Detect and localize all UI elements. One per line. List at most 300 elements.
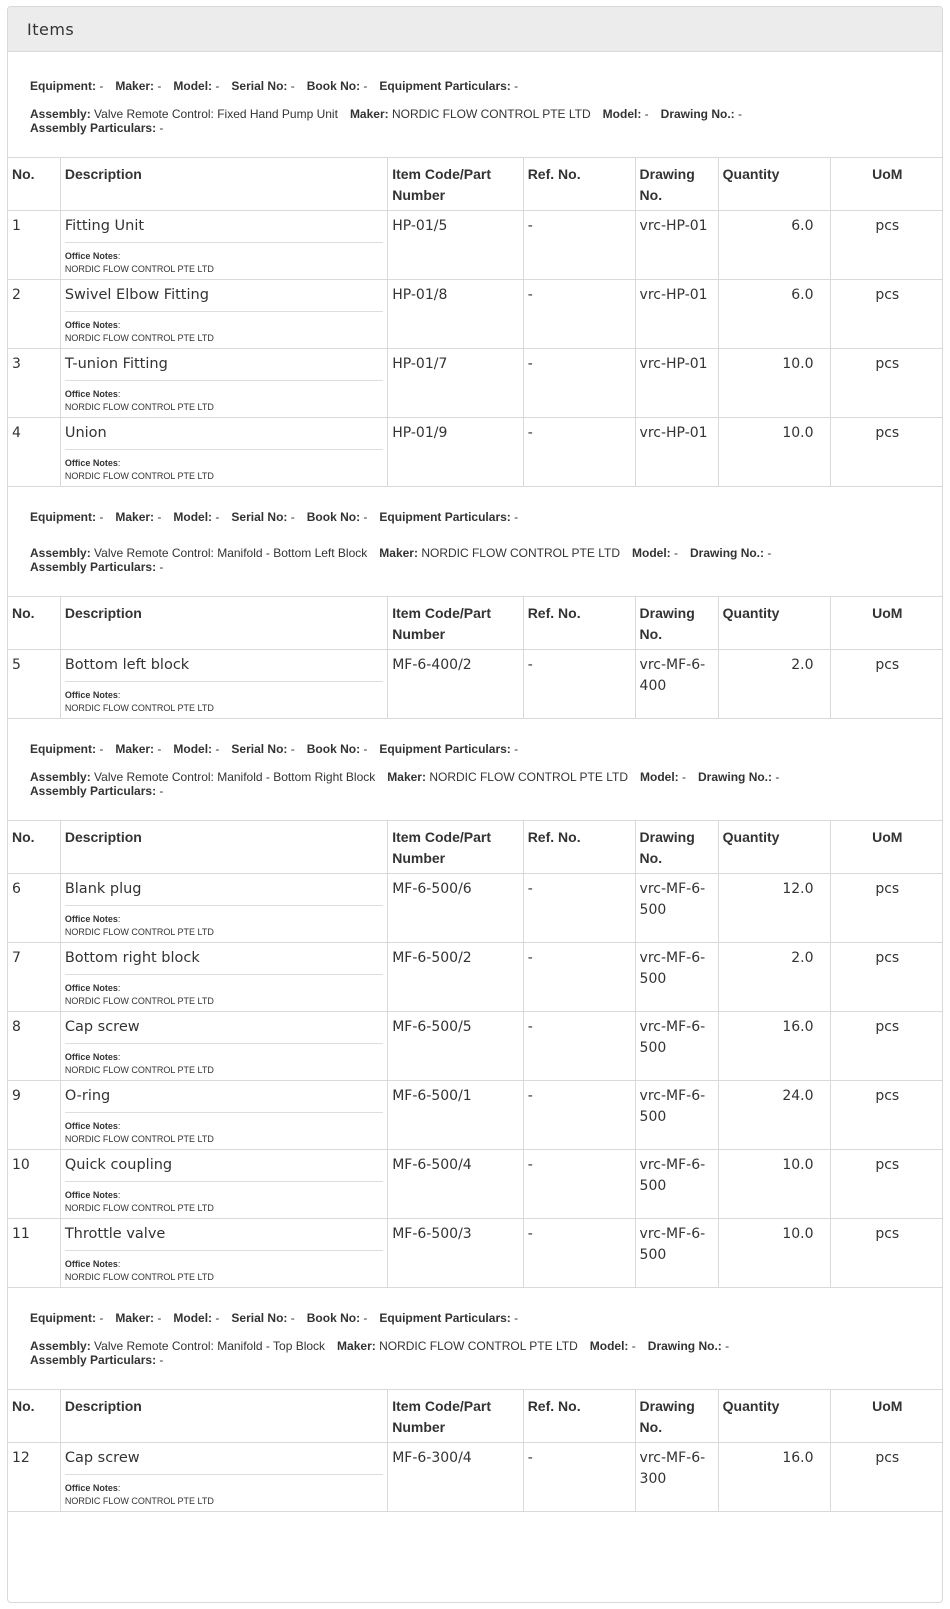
item-uom: pcs	[830, 1219, 943, 1288]
assembly-maker-field	[350, 107, 591, 121]
office-notes-label-line: Office Notes:	[64, 914, 121, 924]
item-description: T-union Fitting	[65, 354, 383, 381]
equipment-model-field-value: -	[215, 1311, 220, 1325]
office-notes-label: Office Notes	[64, 1190, 118, 1200]
assembly-maker-field-value: NORDIC FLOW CONTROL PTE LTD	[429, 770, 628, 784]
item-uom: pcs	[830, 1081, 943, 1150]
assembly-field	[30, 107, 338, 121]
column-header: Drawing No.	[635, 821, 718, 874]
book-no-field	[307, 510, 368, 524]
equipment-model-field	[173, 510, 219, 524]
assembly-field-value: Valve Remote Control: Manifold - Top Block	[94, 1339, 326, 1353]
office-notes-label: Office Notes	[64, 1121, 118, 1131]
column-header: Drawing No.	[635, 158, 718, 211]
assembly-model-field-value: -	[644, 107, 649, 121]
assembly-maker-field	[387, 770, 628, 784]
assembly-drawing-no-field-value: -	[767, 546, 772, 560]
item-quantity: 2.0	[718, 650, 830, 719]
assembly-particulars-field	[30, 560, 163, 574]
equipment-particulars-field-value: -	[514, 79, 519, 93]
table-row	[8, 349, 943, 418]
serial-no-field-label: Serial No:	[231, 79, 288, 93]
serial-no-field-value: -	[290, 510, 295, 524]
item-no: 4	[8, 418, 60, 487]
item-quantity: 10.0	[718, 1150, 830, 1219]
item-no: 5	[8, 650, 60, 719]
office-notes-label-line: Office Notes:	[64, 251, 121, 261]
assembly-field-value: Valve Remote Control: Manifold - Bottom Right Block	[94, 770, 376, 784]
column-header: UoM	[830, 158, 943, 211]
equipment-line	[30, 1311, 920, 1325]
group-info	[8, 487, 942, 596]
assembly-maker-field-value: NORDIC FLOW CONTROL PTE LTD	[421, 546, 620, 560]
equipment-model-field-label: Model:	[173, 79, 213, 93]
equipment-field	[30, 1311, 103, 1325]
item-code: MF-6-500/6	[388, 874, 523, 943]
office-notes-label-line: Office Notes:	[64, 458, 121, 468]
office-notes-value: NORDIC FLOW CONTROL PTE LTD	[64, 333, 214, 343]
item-drawing-no: vrc-MF-6-500	[635, 1012, 718, 1081]
office-notes	[65, 682, 383, 715]
assembly-particulars-line	[30, 121, 920, 135]
assembly-particulars-field-label: Assembly Particulars:	[30, 560, 157, 574]
item-drawing-no: vrc-HP-01	[635, 280, 718, 349]
assembly-model-field-label: Model:	[632, 546, 671, 560]
assembly-line	[30, 1339, 920, 1353]
office-notes-value: NORDIC FLOW CONTROL PTE LTD	[64, 1496, 214, 1506]
equipment-particulars-field	[379, 742, 518, 756]
item-ref-no: -	[523, 1150, 635, 1219]
equipment-particulars-field-label: Equipment Particulars:	[379, 510, 511, 524]
item-description-cell	[60, 1012, 387, 1081]
equipment-maker-field	[115, 1311, 161, 1325]
book-no-field-value: -	[363, 1311, 368, 1325]
assembly-particulars-line	[30, 560, 920, 574]
item-quantity: 6.0	[718, 280, 830, 349]
item-description-cell	[60, 349, 387, 418]
item-uom: pcs	[830, 1150, 943, 1219]
item-ref-no: -	[523, 349, 635, 418]
equipment-field	[30, 79, 103, 93]
assembly-model-field	[632, 546, 678, 560]
assembly-drawing-no-field-label: Drawing No.:	[690, 546, 765, 560]
office-notes-label-line: Office Notes:	[64, 1121, 121, 1131]
assembly-maker-field-label: Maker:	[379, 546, 418, 560]
assembly-maker-field-value: NORDIC FLOW CONTROL PTE LTD	[379, 1339, 578, 1353]
assembly-drawing-no-field	[648, 1339, 729, 1353]
book-no-field-value: -	[363, 510, 368, 524]
equipment-maker-field-value: -	[157, 79, 162, 93]
item-no: 8	[8, 1012, 60, 1081]
assembly-maker-field-label: Maker:	[387, 770, 426, 784]
equipment-field-value: -	[99, 1311, 104, 1325]
assembly-line	[30, 107, 920, 121]
assembly-particulars-field-value: -	[159, 121, 164, 135]
book-no-field-label: Book No:	[306, 79, 361, 93]
item-code: MF-6-500/1	[388, 1081, 523, 1150]
equipment-maker-field-label: Maker:	[115, 742, 155, 756]
office-notes	[65, 1475, 383, 1508]
column-header: Drawing No.	[635, 597, 718, 650]
column-header: Item Code/Part Number	[388, 597, 523, 650]
equipment-particulars-field-value: -	[514, 510, 519, 524]
book-no-field	[307, 79, 368, 93]
office-notes-label: Office Notes	[64, 1259, 118, 1269]
office-notes-label: Office Notes	[64, 914, 118, 924]
equipment-line	[30, 742, 920, 756]
item-description-cell	[60, 211, 387, 280]
column-header: Description	[60, 1390, 387, 1443]
item-description: Cap screw	[65, 1017, 383, 1044]
item-no: 11	[8, 1219, 60, 1288]
equipment-field	[30, 510, 103, 524]
equipment-particulars-field-label: Equipment Particulars:	[379, 742, 511, 756]
office-notes-label: Office Notes	[64, 690, 118, 700]
item-ref-no: -	[523, 418, 635, 487]
equipment-maker-field	[115, 79, 161, 93]
serial-no-field	[231, 1311, 294, 1325]
serial-no-field-label: Serial No:	[231, 1311, 288, 1325]
item-quantity: 16.0	[718, 1012, 830, 1081]
item-no: 7	[8, 943, 60, 1012]
item-drawing-no: vrc-HP-01	[635, 349, 718, 418]
assembly-model-field-label: Model:	[602, 107, 642, 121]
item-no: 12	[8, 1443, 60, 1512]
group-info	[8, 1288, 942, 1389]
table-row	[8, 280, 943, 349]
column-header: Item Code/Part Number	[388, 1390, 523, 1443]
item-drawing-no: vrc-MF-6-500	[635, 1219, 718, 1288]
equipment-maker-field	[115, 510, 161, 524]
item-drawing-no: vrc-HP-01	[635, 211, 718, 280]
equipment-field-label: Equipment:	[30, 79, 96, 93]
item-description-cell	[60, 650, 387, 719]
item-description: Swivel Elbow Fitting	[65, 285, 383, 312]
table-header-row	[8, 821, 943, 874]
office-notes-label-line: Office Notes:	[64, 690, 121, 700]
equipment-field-label: Equipment:	[30, 1311, 96, 1325]
office-notes	[65, 1182, 383, 1215]
table-row	[8, 418, 943, 487]
table-row	[8, 650, 943, 719]
item-description: Union	[65, 423, 383, 450]
office-notes-label: Office Notes	[64, 320, 118, 330]
equipment-line	[30, 510, 920, 524]
book-no-field-value: -	[363, 742, 368, 756]
equipment-field	[30, 742, 103, 756]
equipment-model-field	[173, 742, 219, 756]
table-row	[8, 943, 943, 1012]
office-notes-value: NORDIC FLOW CONTROL PTE LTD	[64, 402, 214, 412]
item-description-cell	[60, 874, 387, 943]
item-no: 3	[8, 349, 60, 418]
item-code: HP-01/9	[388, 418, 523, 487]
item-code: MF-6-500/5	[388, 1012, 523, 1081]
assembly-drawing-no-field-value: -	[738, 107, 743, 121]
assembly-model-field-value: -	[631, 1339, 636, 1353]
office-notes-label: Office Notes	[64, 983, 118, 993]
assembly-drawing-no-field-value: -	[775, 770, 780, 784]
item-drawing-no: vrc-MF-6-300	[635, 1443, 718, 1512]
office-notes-label-line: Office Notes:	[64, 1052, 121, 1062]
equipment-model-field-label: Model:	[173, 510, 213, 524]
item-quantity: 10.0	[718, 349, 830, 418]
item-description: Blank plug	[65, 879, 383, 906]
assembly-field-label: Assembly:	[30, 1339, 91, 1353]
items-table	[8, 820, 943, 1288]
serial-no-field-value: -	[290, 742, 295, 756]
column-header: Item Code/Part Number	[388, 158, 523, 211]
assembly-model-field-label: Model:	[640, 770, 679, 784]
office-notes	[65, 312, 383, 345]
equipment-particulars-field-label: Equipment Particulars:	[379, 79, 511, 93]
assembly-model-field-value: -	[674, 546, 679, 560]
assembly-field-value: Valve Remote Control: Fixed Hand Pump Unit	[94, 107, 338, 121]
book-no-field	[307, 1311, 368, 1325]
column-header: Ref. No.	[523, 158, 635, 211]
table-header-row	[8, 597, 943, 650]
item-no: 1	[8, 211, 60, 280]
table-header-row	[8, 1390, 943, 1443]
equipment-field-label: Equipment:	[30, 742, 96, 756]
office-notes	[65, 243, 383, 276]
equipment-particulars-field-value: -	[514, 1311, 519, 1325]
item-description-cell	[60, 1219, 387, 1288]
office-notes-label: Office Notes	[64, 458, 118, 468]
equipment-model-field-value: -	[215, 79, 220, 93]
equipment-model-field	[173, 1311, 219, 1325]
items-panel	[7, 6, 943, 1603]
column-header: Description	[60, 597, 387, 650]
equipment-maker-field-label: Maker:	[115, 79, 155, 93]
office-notes-label-line: Office Notes:	[64, 1190, 121, 1200]
item-ref-no: -	[523, 1219, 635, 1288]
assembly-maker-field-value: NORDIC FLOW CONTROL PTE LTD	[391, 107, 591, 121]
column-header: UoM	[830, 1390, 943, 1443]
item-quantity: 6.0	[718, 211, 830, 280]
column-header: Description	[60, 821, 387, 874]
item-drawing-no: vrc-MF-6-500	[635, 943, 718, 1012]
office-notes-value: NORDIC FLOW CONTROL PTE LTD	[64, 1065, 214, 1075]
office-notes-value: NORDIC FLOW CONTROL PTE LTD	[64, 927, 214, 937]
assembly-maker-field	[337, 1339, 578, 1353]
office-notes-value: NORDIC FLOW CONTROL PTE LTD	[64, 471, 214, 481]
table-row	[8, 1219, 943, 1288]
equipment-field-value: -	[99, 79, 104, 93]
item-description: O-ring	[65, 1086, 383, 1113]
column-header: Item Code/Part Number	[388, 821, 523, 874]
column-header: Description	[60, 158, 387, 211]
assembly-maker-field	[379, 546, 620, 560]
table-row	[8, 1150, 943, 1219]
table-row	[8, 874, 943, 943]
office-notes-value: NORDIC FLOW CONTROL PTE LTD	[64, 264, 214, 274]
item-quantity: 16.0	[718, 1443, 830, 1512]
item-code: MF-6-500/2	[388, 943, 523, 1012]
assembly-field-label: Assembly:	[30, 546, 91, 560]
equipment-particulars-field	[379, 510, 518, 524]
assembly-maker-field-label: Maker:	[337, 1339, 376, 1353]
equipment-particulars-field	[379, 1311, 518, 1325]
office-notes	[65, 906, 383, 939]
assembly-field	[30, 770, 375, 784]
equipment-field-value: -	[99, 510, 104, 524]
item-ref-no: -	[523, 1012, 635, 1081]
item-uom: pcs	[830, 349, 943, 418]
office-notes	[65, 450, 383, 483]
assembly-drawing-no-field	[698, 770, 779, 784]
serial-no-field-value: -	[290, 1311, 295, 1325]
item-ref-no: -	[523, 1081, 635, 1150]
office-notes-label: Office Notes	[64, 251, 118, 261]
book-no-field-value: -	[363, 79, 368, 93]
assembly-maker-field-label: Maker:	[349, 107, 389, 121]
item-ref-no: -	[523, 943, 635, 1012]
assembly-field-value: Valve Remote Control: Manifold - Bottom Left Block	[94, 546, 368, 560]
item-uom: pcs	[830, 943, 943, 1012]
office-notes	[65, 1251, 383, 1284]
panel-title: Items	[8, 7, 942, 52]
table-header-row	[8, 158, 943, 211]
item-uom: pcs	[830, 650, 943, 719]
serial-no-field	[231, 510, 294, 524]
item-description: Bottom right block	[65, 948, 383, 975]
item-quantity: 24.0	[718, 1081, 830, 1150]
equipment-particulars-field-label: Equipment Particulars:	[379, 1311, 511, 1325]
serial-no-field	[231, 79, 294, 93]
assembly-particulars-field-label: Assembly Particulars:	[30, 121, 157, 135]
item-quantity: 12.0	[718, 874, 830, 943]
column-header: No.	[8, 821, 60, 874]
office-notes	[65, 1044, 383, 1077]
table-row	[8, 1443, 943, 1512]
equipment-maker-field-value: -	[157, 510, 162, 524]
assembly-model-field	[590, 1339, 636, 1353]
assembly-particulars-field-label: Assembly Particulars:	[30, 784, 157, 798]
book-no-field-label: Book No:	[306, 510, 361, 524]
column-header: Drawing No.	[635, 1390, 718, 1443]
assembly-field	[30, 1339, 325, 1353]
item-code: HP-01/5	[388, 211, 523, 280]
assembly-particulars-line	[30, 1353, 920, 1367]
office-notes-label-line: Office Notes:	[64, 389, 121, 399]
office-notes-label-line: Office Notes:	[64, 1259, 121, 1269]
column-header: Ref. No.	[523, 821, 635, 874]
item-groups	[8, 52, 942, 1512]
book-no-field-label: Book No:	[306, 742, 361, 756]
assembly-drawing-no-field-value: -	[725, 1339, 730, 1353]
item-code: MF-6-400/2	[388, 650, 523, 719]
item-quantity: 10.0	[718, 1219, 830, 1288]
equipment-particulars-field	[379, 79, 518, 93]
item-code: MF-6-500/3	[388, 1219, 523, 1288]
item-drawing-no: vrc-MF-6-500	[635, 1081, 718, 1150]
assembly-line	[30, 770, 920, 784]
column-header: UoM	[830, 821, 943, 874]
group-info	[8, 52, 942, 157]
item-ref-no: -	[523, 874, 635, 943]
assembly-particulars-field	[30, 784, 163, 798]
equipment-maker-field-label: Maker:	[115, 1311, 155, 1325]
column-header: Ref. No.	[523, 597, 635, 650]
equipment-maker-field-label: Maker:	[115, 510, 155, 524]
assembly-drawing-no-field	[690, 546, 771, 560]
office-notes-value: NORDIC FLOW CONTROL PTE LTD	[64, 996, 214, 1006]
office-notes-label: Office Notes	[64, 1483, 118, 1493]
assembly-model-field	[603, 107, 649, 121]
item-description-cell	[60, 1081, 387, 1150]
item-no: 2	[8, 280, 60, 349]
item-uom: pcs	[830, 211, 943, 280]
equipment-model-field-label: Model:	[173, 742, 213, 756]
assembly-drawing-no-field-label: Drawing No.:	[647, 1339, 722, 1353]
assembly-drawing-no-field	[661, 107, 742, 121]
table-row	[8, 211, 943, 280]
item-description: Quick coupling	[65, 1155, 383, 1182]
assembly-field-label: Assembly:	[30, 107, 91, 121]
column-header: Quantity	[718, 597, 830, 650]
table-row	[8, 1081, 943, 1150]
column-header: No.	[8, 597, 60, 650]
item-ref-no: -	[523, 280, 635, 349]
equipment-model-field-label: Model:	[173, 1311, 213, 1325]
assembly-drawing-no-field-label: Drawing No.:	[660, 107, 735, 121]
column-header: No.	[8, 1390, 60, 1443]
item-no: 10	[8, 1150, 60, 1219]
serial-no-field-value: -	[290, 79, 295, 93]
item-description-cell	[60, 280, 387, 349]
assembly-model-field	[640, 770, 686, 784]
item-drawing-no: vrc-HP-01	[635, 418, 718, 487]
item-uom: pcs	[830, 874, 943, 943]
column-header: Ref. No.	[523, 1390, 635, 1443]
items-table	[8, 1389, 943, 1512]
assembly-field	[30, 546, 367, 560]
item-no: 6	[8, 874, 60, 943]
equipment-model-field-value: -	[215, 510, 220, 524]
assembly-model-field-label: Model:	[589, 1339, 629, 1353]
assembly-particulars-field-value: -	[159, 784, 164, 798]
item-uom: pcs	[830, 280, 943, 349]
item-drawing-no: vrc-MF-6-400	[635, 650, 718, 719]
equipment-particulars-field-value: -	[514, 742, 519, 756]
office-notes-label: Office Notes	[64, 1052, 118, 1062]
assembly-particulars-field	[30, 1353, 163, 1367]
item-description-cell	[60, 1150, 387, 1219]
office-notes-value: NORDIC FLOW CONTROL PTE LTD	[64, 1272, 214, 1282]
book-no-field-label: Book No:	[306, 1311, 361, 1325]
assembly-drawing-no-field-label: Drawing No.:	[698, 770, 773, 784]
item-code: MF-6-300/4	[388, 1443, 523, 1512]
item-uom: pcs	[830, 1012, 943, 1081]
items-table	[8, 596, 943, 719]
table-row	[8, 1012, 943, 1081]
item-description: Cap screw	[65, 1448, 383, 1475]
equipment-maker-field-value: -	[157, 1311, 162, 1325]
office-notes	[65, 381, 383, 414]
assembly-particulars-field-value: -	[159, 560, 164, 574]
item-code: HP-01/7	[388, 349, 523, 418]
item-description-cell	[60, 1443, 387, 1512]
assembly-particulars-line	[30, 784, 920, 798]
column-header: Quantity	[718, 158, 830, 211]
office-notes	[65, 975, 383, 1008]
item-uom: pcs	[830, 418, 943, 487]
office-notes-value: NORDIC FLOW CONTROL PTE LTD	[64, 1134, 214, 1144]
assembly-particulars-field-value: -	[159, 1353, 164, 1367]
office-notes-label-line: Office Notes:	[64, 320, 121, 330]
office-notes-label: Office Notes	[64, 389, 118, 399]
